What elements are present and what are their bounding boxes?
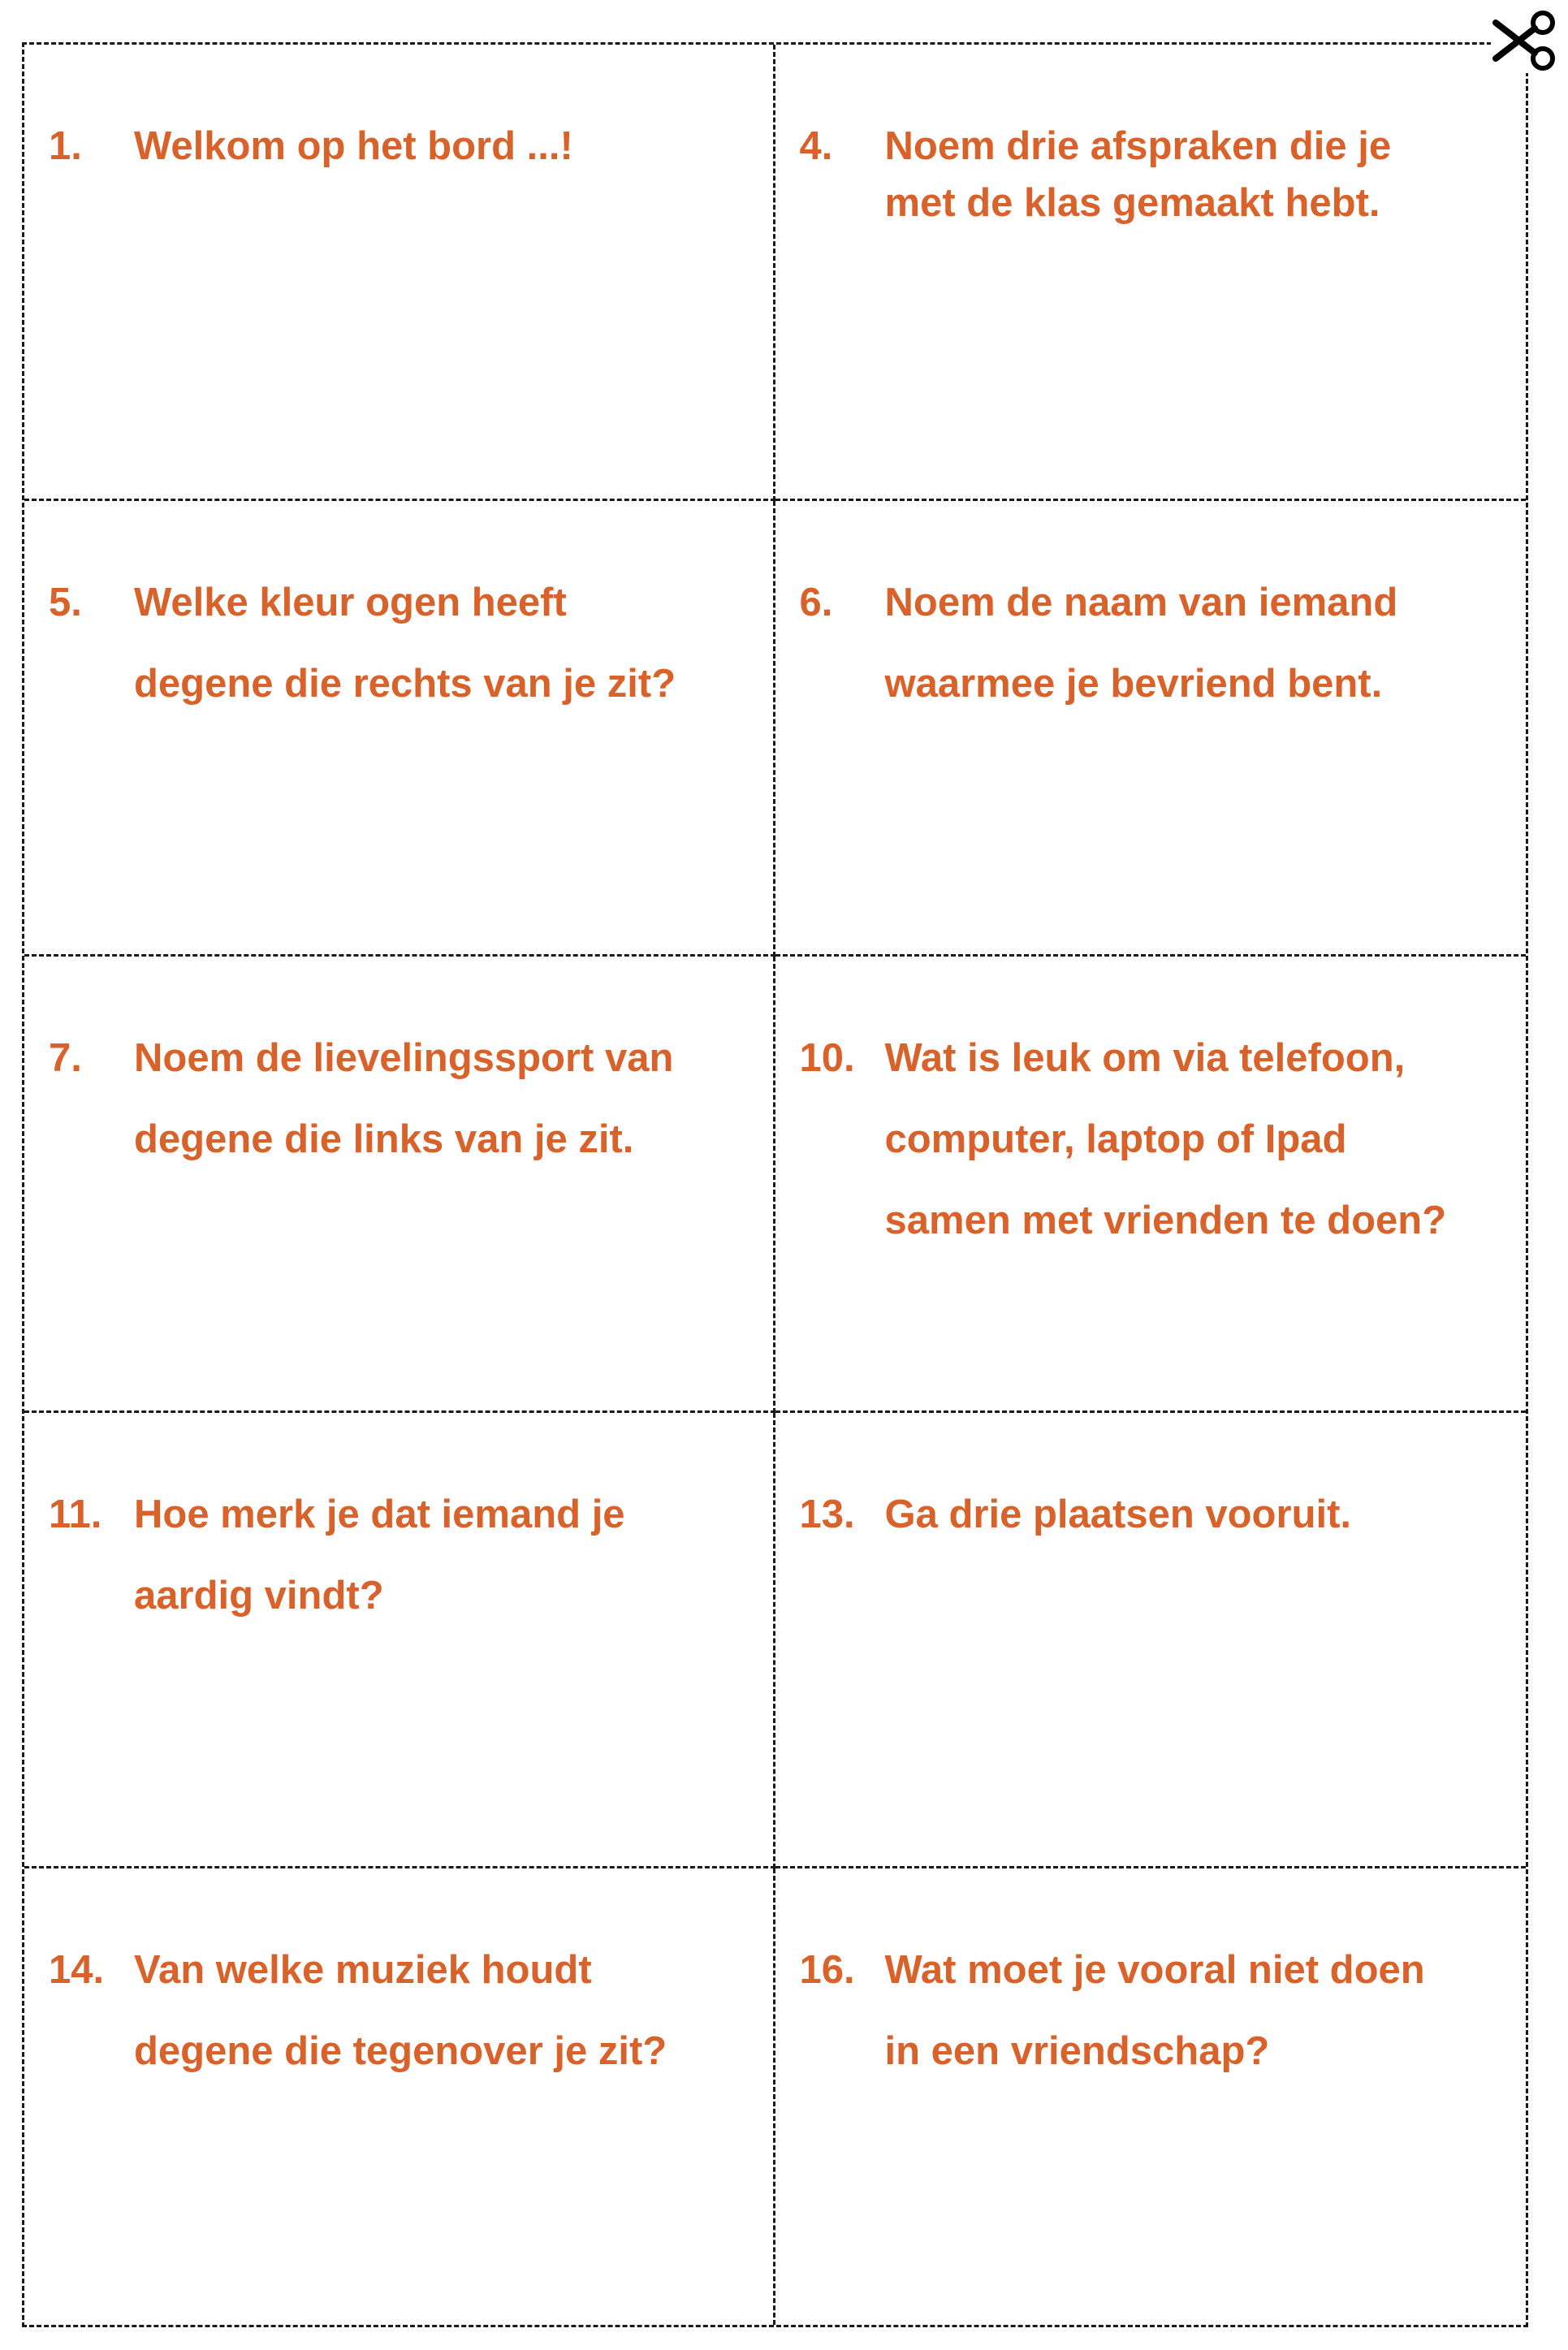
card-number: 1.	[49, 124, 82, 168]
card-7	[24, 957, 775, 1413]
card-10	[775, 957, 1527, 1413]
scissors-icon	[1491, 8, 1564, 73]
card-number: 10.	[799, 1036, 855, 1081]
card-16	[775, 1868, 1527, 2325]
card-question: Welkom op het bord ...!	[134, 124, 573, 168]
card-number: 4.	[799, 124, 833, 168]
card-6	[775, 501, 1527, 957]
card-14	[24, 1868, 775, 2325]
card-13	[775, 1413, 1527, 1869]
card-question: Wat is leuk om via telefoon, computer, laptop of Ipad samen met vrienden te doen?	[884, 1036, 1447, 1243]
card-question: Wat moet je vooral niet doen in een vriendschap?	[884, 1948, 1425, 2074]
card-question: Noem de lievelingssport van degene die links van je zit.	[134, 1036, 674, 1162]
card-number: 14.	[49, 1948, 105, 1993]
cut-out-card-sheet	[22, 42, 1528, 2327]
card-question: Noem de naam van iemand waarmee je bevriend bent.	[884, 580, 1398, 706]
card-question: Van welke muziek houdt degene die tegenover je zit?	[134, 1948, 667, 2074]
card-question: Hoe merk je dat iemand je aardig vindt?	[134, 1492, 625, 1618]
card-question: Noem drie afspraken die je met de klas gemaakt hebt.	[884, 124, 1392, 225]
card-number: 6.	[799, 580, 833, 624]
card-question: Welke kleur ogen heeft degene die rechts van je zit?	[134, 580, 676, 706]
card-4	[775, 45, 1527, 501]
card-11	[24, 1413, 775, 1869]
card-1	[24, 45, 775, 501]
card-number: 5.	[49, 580, 82, 624]
card-number: 7.	[49, 1036, 82, 1081]
card-number: 13.	[799, 1492, 855, 1536]
card-question: Ga drie plaatsen vooruit.	[884, 1492, 1352, 1536]
card-5	[24, 501, 775, 957]
card-number: 16.	[799, 1948, 855, 1993]
card-number: 11.	[49, 1492, 102, 1536]
